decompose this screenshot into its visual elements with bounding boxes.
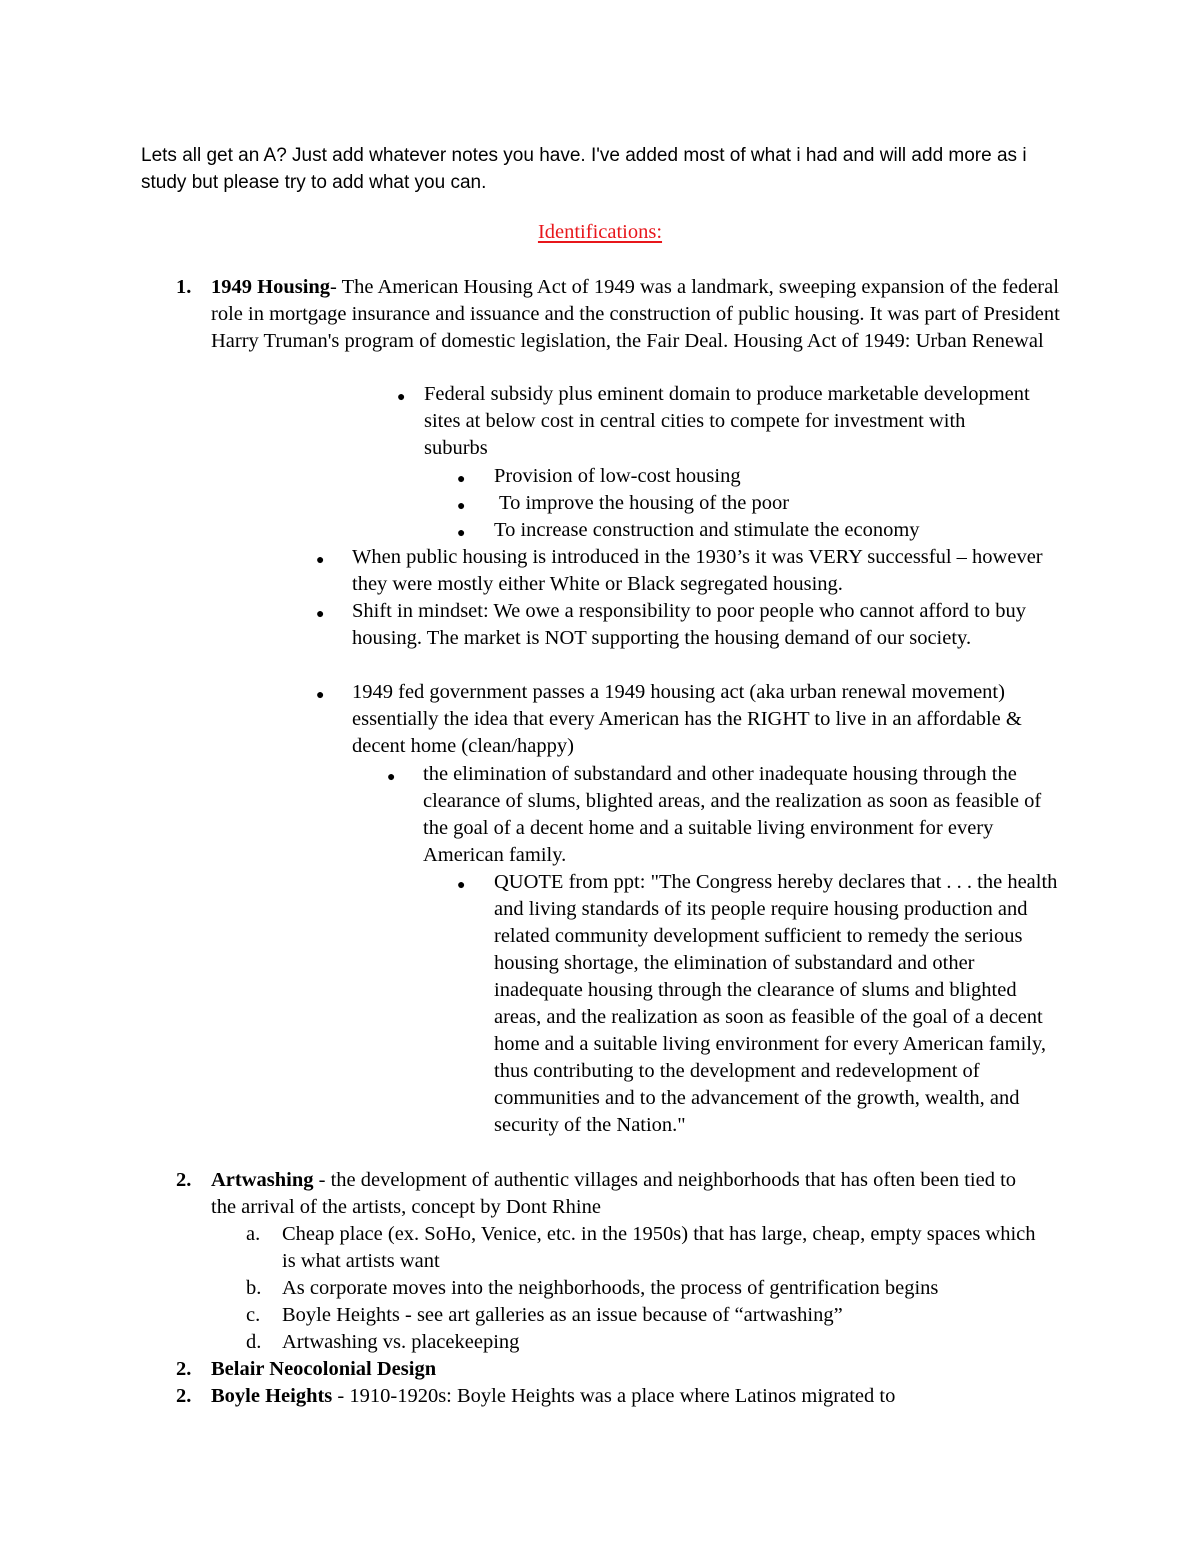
item-belair-neocolonial-design: [211, 1356, 1061, 1383]
item-artwashing: [211, 1167, 1041, 1221]
sub-item-letter: c.: [246, 1304, 261, 1326]
bullet-icon: ●: [316, 553, 325, 568]
sub-item: Boyle Heights - see art galleries as an issue because of “artwashing”: [282, 1304, 843, 1326]
item-description: the development of authentic villages and neighborhoods that has often been tied to the arrival of the artists, concept by Dont Rhine: [211, 1169, 1017, 1218]
sub-item-letter: b.: [246, 1277, 262, 1299]
list-item: To improve the housing of the poor: [499, 492, 790, 514]
sub-item: As corporate moves into the neighborhoods, the process of gentrification begins: [282, 1277, 939, 1299]
intro-paragraph: Lets all get an A? Just add whatever notes you have. I've added most of what i had and will add more as i study but please try to add what you can.: [141, 145, 1027, 193]
bullet-icon: ●: [457, 526, 466, 541]
bullet-icon: ●: [457, 878, 466, 893]
item-number: 2.: [176, 1358, 192, 1380]
term-separator: -: [330, 276, 342, 298]
bullet-icon: ●: [316, 607, 325, 622]
list-item: Provision of low-cost housing: [494, 465, 741, 487]
bullet-icon: ●: [387, 770, 396, 785]
list-item-quote: QUOTE from ppt: "The Congress hereby declares that . . . the health and living standards of its people require housing production and related community development sufficient to remedy the serious housing shortage, the elimination of substandard and other inadequate housing through the clearance of slums and blighted areas, and the realization as soon as feasible of the goal of a decent home and a suitable living environment for every American family, thus contributing to the development and redevelopment of communities and to the advancement of the growth, wealth, and security of the Nation.": [494, 871, 1058, 1136]
list-item: Federal subsidy plus eminent domain to produce marketable development sites at below cost in central cities to compete for investment with suburbs: [424, 383, 1030, 459]
list-item: Shift in mindset: We owe a responsibility to poor people who cannot afford to buy housing. The market is NOT supporting the housing demand of our society.: [352, 600, 1026, 649]
item-1949-housing: [211, 274, 1061, 355]
item-number: 2.: [176, 1169, 192, 1191]
item-description: The American Housing Act of 1949 was a landmark, sweeping expansion of the federal role in mortgage insurance and issuance and the construction of public housing. It was part of President Harry Truman's program of domestic legislation, the Fair Deal. Housing Act of 1949: Urban Renewal: [211, 276, 1060, 352]
list-item: the elimination of substandard and other inadequate housing through the clearance of slums, blighted areas, and the realization as soon as feasible of the goal of a decent home and a suitable living environment for every American family.: [423, 763, 1042, 866]
sub-item-letter: d.: [246, 1331, 262, 1353]
bullet-icon: ●: [397, 390, 406, 405]
identifications-heading: Identifications:: [537, 221, 663, 243]
list-item: To increase construction and stimulate the economy: [494, 519, 920, 541]
list-item: When public housing is introduced in the 1930’s it was VERY successful – however they were mostly either White or Black segregated housing.: [352, 546, 1043, 595]
item-boyle-heights: [211, 1383, 1081, 1410]
term-separator: -: [313, 1169, 331, 1191]
bullet-icon: ●: [457, 499, 466, 514]
bullet-icon: ●: [316, 688, 325, 703]
term-label: 1949 Housing: [211, 276, 331, 298]
item-description: 1910-1920s: Boyle Heights was a place where Latinos migrated to: [349, 1385, 896, 1407]
term-label: Belair Neocolonial Design: [211, 1358, 437, 1380]
sub-item: Cheap place (ex. SoHo, Venice, etc. in the 1950s) that has large, cheap, empty spaces which is what artists want: [282, 1223, 1036, 1272]
sub-item-letter: a.: [246, 1223, 261, 1245]
sub-item: Artwashing vs. placekeeping: [282, 1331, 520, 1353]
item-number: 1.: [176, 276, 192, 298]
term-label: Boyle Heights: [211, 1385, 333, 1407]
term-separator: -: [332, 1385, 350, 1407]
term-label: Artwashing: [211, 1169, 314, 1191]
bullet-icon: ●: [457, 472, 466, 487]
list-item: 1949 fed government passes a 1949 housing act (aka urban renewal movement) essentially the idea that every American has the RIGHT to live in an affordable & decent home (clean/happy): [352, 681, 1022, 757]
item-number: 2.: [176, 1385, 192, 1407]
